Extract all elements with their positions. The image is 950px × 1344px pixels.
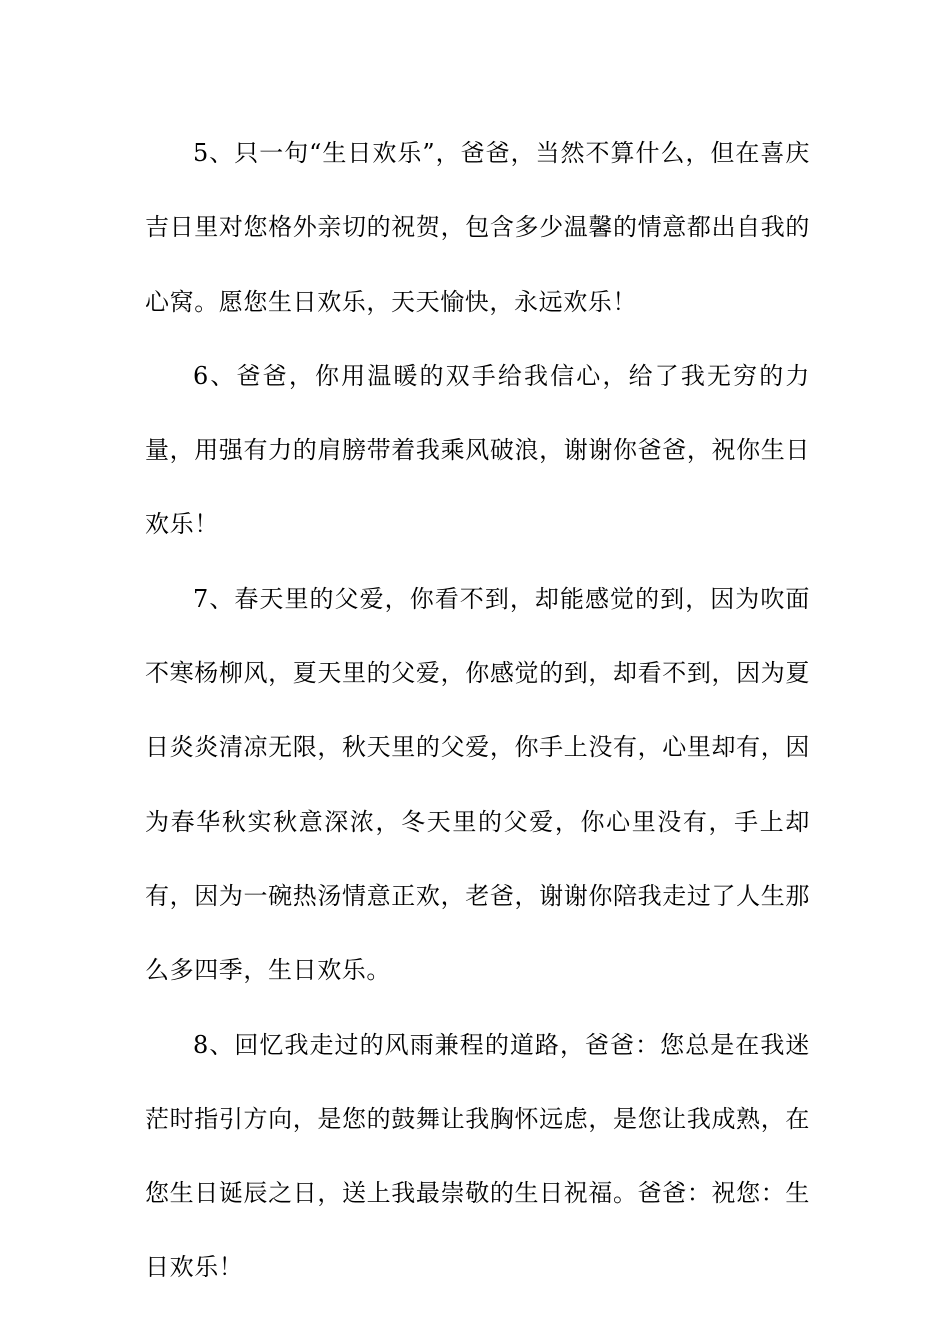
paragraph-6: 6、爸爸，你用温暖的双手给我信心，给了我无穷的力量，用强有力的肩膀带着我乘风破浪，谢谢你爸爸，祝你生日欢乐！ (145, 361, 810, 539)
paragraph-5: 5、只一句“生日欢乐”，爸爸，当然不算什么，但在喜庆吉日里对您格外亲切的祝贺，包含多少温馨的情意都出自我的心窝。愿您生日欢乐，天天愉快，永远欢乐！ (145, 139, 810, 316)
paragraph-8: 8、回忆我走过的风雨兼程的道路，爸爸：您总是在我迷茫时指引方向，是您的鼓舞让我胸怀远虑，是您让我成熟，在您生日诞辰之日，送上我最崇敬的生日祝福。爸爸：祝您：生日欢乐！ (145, 1030, 810, 1282)
paragraph-7: 7、春天里的父爱，你看不到，却能感觉的到，因为吹面不寒杨柳风，夏天里的父爱，你感觉的到，却看不到，因为夏日炎炎清凉无限，秋天里的父爱，你手上没有，心里却有，因为春华秋实秋意深浓，冬天里的父爱，你心里没有，手上却有，因为一碗热汤情意正欢，老爸，谢谢你陪我走过了人生那么多四季，生日欢乐。 (145, 584, 810, 985)
document-body (145, 116, 810, 1305)
